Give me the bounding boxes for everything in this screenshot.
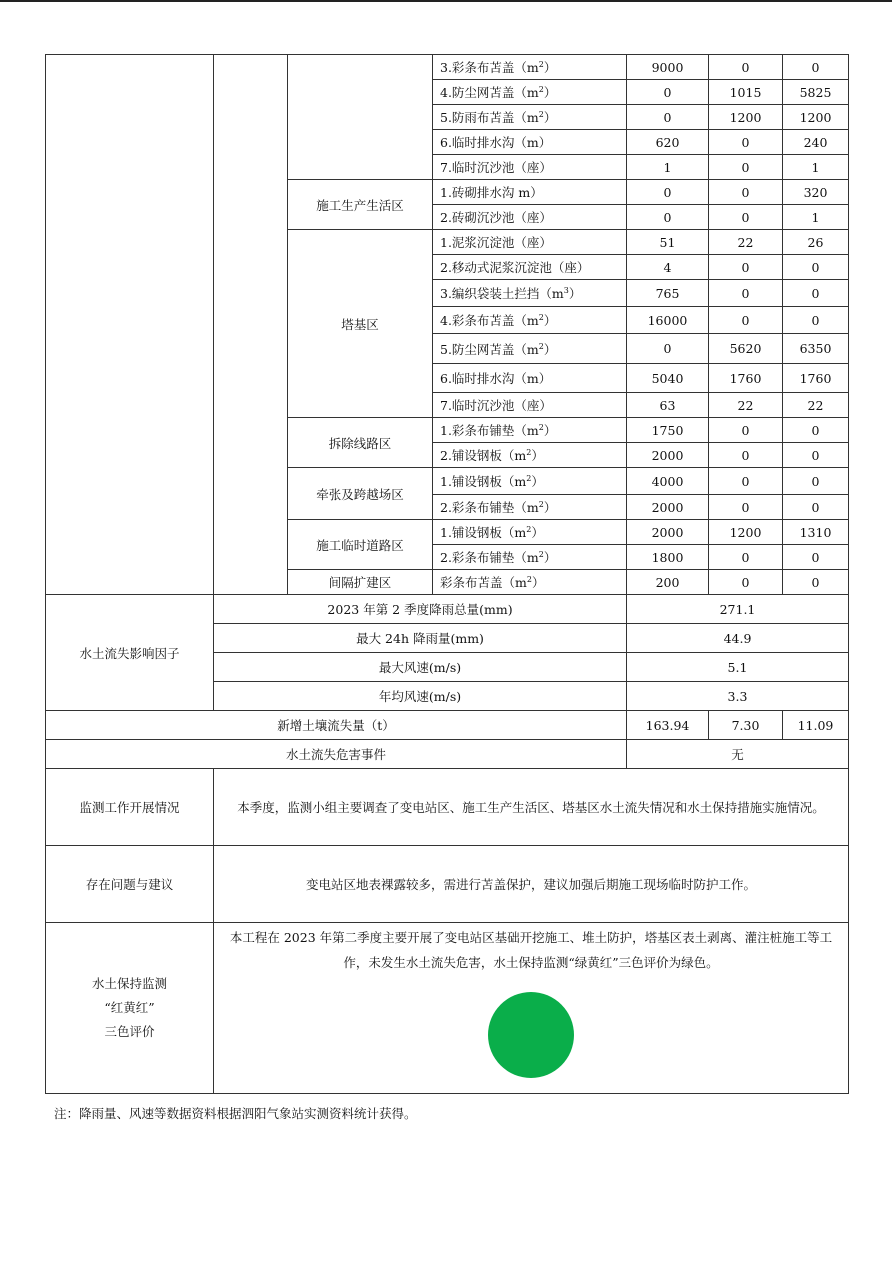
value-cell: 0 [709, 495, 783, 520]
page-top-rule [0, 0, 892, 2]
value-cell: 1 [627, 155, 709, 180]
factor-label: 最大 24h 降雨量(mm) [214, 624, 627, 653]
measure-name: 3.彩条布苫盖$(m^2)$ [433, 55, 627, 80]
measure-name: 2.彩条布铺垫$(m^2)$ [433, 495, 627, 520]
value-cell: 9000 [627, 55, 709, 80]
measure-name: 2.砖砌沉沙池（座） [433, 205, 627, 230]
measure-name: 7.临时沉沙池（座） [433, 393, 627, 418]
measure-name: 5.防尘网苫盖$(m^2)$ [433, 334, 627, 364]
value-cell: 0 [709, 180, 783, 205]
area-name: 施工临时道路区 [288, 520, 433, 570]
factor-value: 271.1 [627, 595, 849, 624]
value-cell: 0 [783, 468, 849, 495]
value-cell: 0 [783, 307, 849, 334]
factor-label: 年均风速(m/s) [214, 682, 627, 711]
measure-name: 1.泥浆沉淀池（座） [433, 230, 627, 255]
monitoring-text: 本季度，监测小组主要调查了变电站区、施工生产生活区、塔基区水土流失情况和水土保持措施实施情况。 [214, 769, 849, 846]
value-cell: 16000 [627, 307, 709, 334]
measure-name: 6.临时排水沟（m） [433, 364, 627, 393]
measure-name: 3.编织袋装土拦挡$(m^3)$ [433, 280, 627, 307]
value-cell: 1015 [709, 80, 783, 105]
value-cell: 1310 [783, 520, 849, 545]
value-cell: 1200 [709, 520, 783, 545]
soil-loss-value-3: 11.09 [783, 711, 849, 740]
value-cell: 5040 [627, 364, 709, 393]
soil-loss-row [46, 711, 849, 740]
factors-label: 水土流失影响因子 [46, 595, 214, 711]
soil-loss-label: 新增土壤流失量（t） [46, 711, 627, 740]
value-cell: 0 [783, 280, 849, 307]
value-cell: 320 [783, 180, 849, 205]
value-cell: 2000 [627, 443, 709, 468]
area-name: 施工生产生活区 [288, 180, 433, 230]
value-cell: 0 [627, 205, 709, 230]
value-cell: 2000 [627, 520, 709, 545]
rating-label-line: 水土保持监测 [91, 976, 167, 991]
measure-name: 彩条布苫盖$(m^2)$ [433, 570, 627, 595]
rating-row [46, 923, 849, 1094]
blank-continuation-cell [214, 55, 288, 595]
factor-label: 2023 年第 2 季度降雨总量(mm) [214, 595, 627, 624]
value-cell: 6350 [783, 334, 849, 364]
value-cell: 0 [709, 545, 783, 570]
factor-row [46, 595, 849, 624]
rating-label-line: 三色评价 [104, 1024, 155, 1039]
value-cell: 0 [709, 55, 783, 80]
monitoring-row [46, 769, 849, 846]
value-cell: 0 [783, 443, 849, 468]
value-cell: 0 [709, 280, 783, 307]
issues-text: 变电站区地表裸露较多，需进行苫盖保护，建议加强后期施工现场临时防护工作。 [214, 846, 849, 923]
issues-row [46, 846, 849, 923]
measure-row [46, 55, 849, 80]
soil-loss-value-2: 7.30 [709, 711, 783, 740]
measure-name: 2.移动式泥浆沉淀池（座） [433, 255, 627, 280]
value-cell: 0 [783, 418, 849, 443]
value-cell: 63 [627, 393, 709, 418]
value-cell: 0 [709, 468, 783, 495]
value-cell: 0 [709, 443, 783, 468]
rating-cell [214, 923, 849, 1094]
rating-text: 本工程在 2023 年第二季度主要开展了变电站区基础开挖施工、堆土防护，塔基区表土剥离、灌注桩施工等工作，未发生水土流失危害，水土保持监测“绿黄红”三色评价为绿色。 [229, 930, 833, 970]
measure-name: 7.临时沉沙池（座） [433, 155, 627, 180]
measure-name: 5.防雨布苫盖$(m^2)$ [433, 105, 627, 130]
measure-name: 1.彩条布铺垫$(m^2)$ [433, 418, 627, 443]
value-cell: 620 [627, 130, 709, 155]
value-cell: 51 [627, 230, 709, 255]
value-cell: 22 [783, 393, 849, 418]
value-cell: 1760 [709, 364, 783, 393]
area-name: 牵张及跨越场区 [288, 468, 433, 520]
value-cell: 4000 [627, 468, 709, 495]
value-cell: 0 [627, 105, 709, 130]
value-cell: 0 [783, 495, 849, 520]
soil-loss-value-1: 163.94 [627, 711, 709, 740]
value-cell: 0 [709, 307, 783, 334]
measure-name: 1.砖砌排水沟 m） [433, 180, 627, 205]
monitoring-report-table [45, 54, 849, 1094]
value-cell: 1760 [783, 364, 849, 393]
measure-name: 4.防尘网苫盖$(m^2)$ [433, 80, 627, 105]
value-cell: 26 [783, 230, 849, 255]
measure-name: 2.彩条布铺垫$(m^2)$ [433, 545, 627, 570]
factor-value: 5.1 [627, 653, 849, 682]
value-cell: 4 [627, 255, 709, 280]
value-cell: 0 [627, 180, 709, 205]
blank-continuation-cell [46, 55, 214, 595]
area-name: 拆除线路区 [288, 418, 433, 468]
measure-name: 4.彩条布苫盖$(m^2)$ [433, 307, 627, 334]
value-cell: 1800 [627, 545, 709, 570]
value-cell: 0 [709, 418, 783, 443]
value-cell: 5620 [709, 334, 783, 364]
green-circle-icon [488, 992, 574, 1078]
value-cell: 0 [709, 570, 783, 595]
measure-name: 1.铺设钢板$(m^2)$ [433, 520, 627, 545]
value-cell: 240 [783, 130, 849, 155]
value-cell: 22 [709, 230, 783, 255]
value-cell: 5825 [783, 80, 849, 105]
hazard-value: 无 [627, 740, 849, 769]
value-cell: 0 [627, 334, 709, 364]
factor-value: 3.3 [627, 682, 849, 711]
value-cell: 22 [709, 393, 783, 418]
rating-label [46, 923, 214, 1094]
value-cell: 0 [709, 130, 783, 155]
value-cell: 0 [709, 155, 783, 180]
issues-label: 存在问题与建议 [46, 846, 214, 923]
value-cell: 0 [709, 205, 783, 230]
area-name: 塔基区 [288, 230, 433, 418]
hazard-label: 水土流失危害事件 [46, 740, 627, 769]
value-cell: 200 [627, 570, 709, 595]
rating-label-line: “红黄红” [104, 1000, 155, 1015]
factor-label: 最大风速(m/s) [214, 653, 627, 682]
value-cell: 0 [709, 255, 783, 280]
measure-name: 1.铺设钢板$(m^2)$ [433, 468, 627, 495]
value-cell: 1 [783, 205, 849, 230]
factor-value: 44.9 [627, 624, 849, 653]
footnote: 注：降雨量、风速等数据资料根据泗阳气象站实测资料统计获得。 [54, 1106, 417, 1121]
value-cell: 0 [783, 570, 849, 595]
value-cell: 0 [627, 80, 709, 105]
hazard-row [46, 740, 849, 769]
value-cell: 0 [783, 255, 849, 280]
value-cell: 1750 [627, 418, 709, 443]
blank-area-cell [288, 55, 433, 180]
measure-name: 2.铺设钢板$(m^2)$ [433, 443, 627, 468]
monitoring-label: 监测工作开展情况 [46, 769, 214, 846]
value-cell: 1200 [783, 105, 849, 130]
value-cell: 2000 [627, 495, 709, 520]
area-name: 间隔扩建区 [288, 570, 433, 595]
value-cell: 765 [627, 280, 709, 307]
value-cell: 1 [783, 155, 849, 180]
value-cell: 0 [783, 545, 849, 570]
value-cell: 1200 [709, 105, 783, 130]
measure-name: 6.临时排水沟（m） [433, 130, 627, 155]
value-cell: 0 [783, 55, 849, 80]
